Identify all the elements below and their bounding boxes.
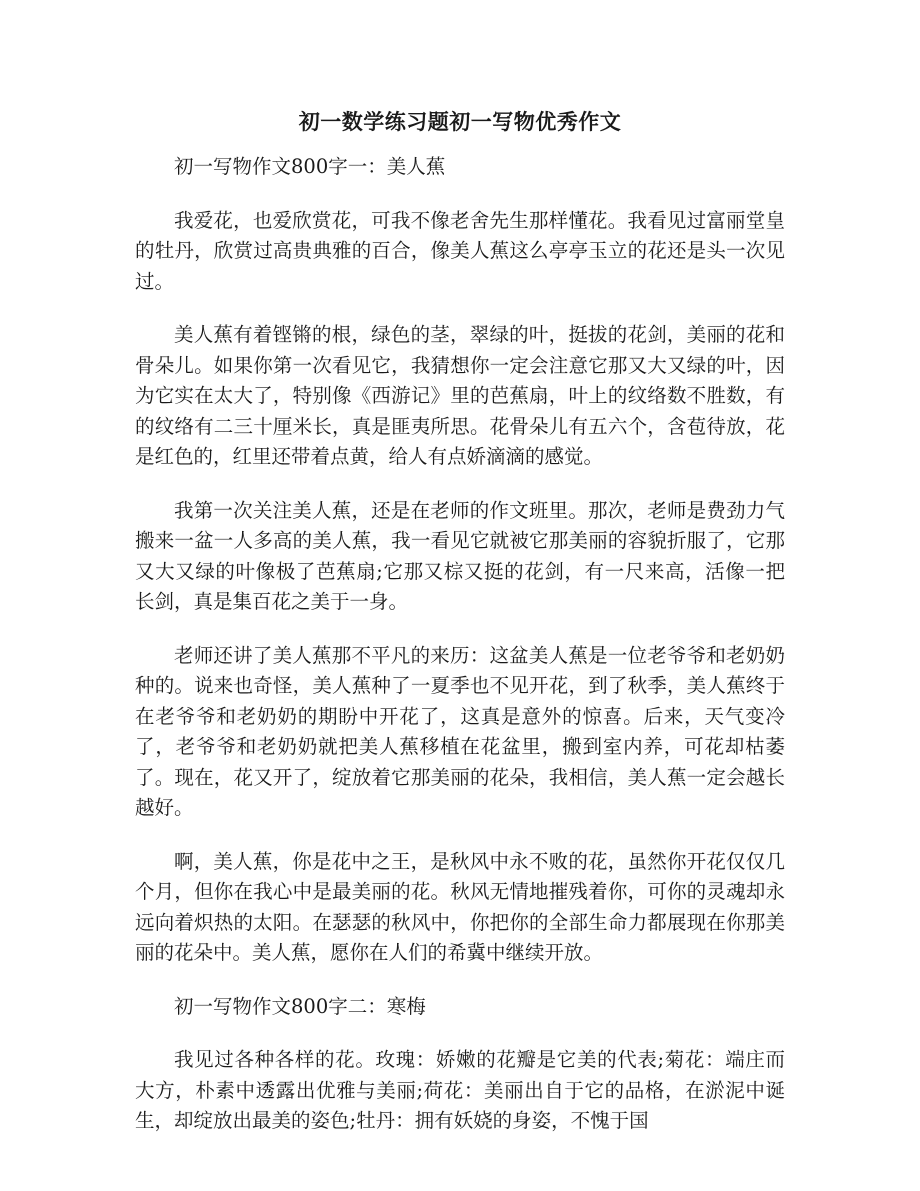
paragraph: 我见过各种各样的花。玫瑰：娇嫩的花瓣是它美的代表;菊花：端庄而大方，朴素中透露出优雅与美丽;荷花：美丽出自于它的品格，在淤泥中诞生，却绽放出最美的姿色;牡丹：拥有妖娆的身姿，不愧于国 bbox=[135, 1048, 785, 1132]
paragraph: 老师还讲了美人蕉那不平凡的来历：这盆美人蕉是一位老爷爷和老奶奶种的。说来也奇怪，美人蕉种了一夏季也不见开花，到了秋季，美人蕉终于在老爷爷和老奶奶的期盼中开花了，这真是意外的惊喜。后来，天气变冷了，老爷爷和老奶奶就把美人蕉移植在花盆里，搬到室内养，可花却枯萎了。现在，花又开了，绽放着它那美丽的花朵，我相信，美人蕉一定会越长越好。 bbox=[135, 643, 785, 819]
document-body bbox=[135, 152, 785, 1160]
section-heading-1: 初一写物作文800字一：美人蕉 bbox=[174, 155, 446, 178]
paragraph: 啊，美人蕉，你是花中之王，是秋风中永不败的花，虽然你开花仅仅几个月，但你在我心中是最美丽的花。秋风无情地摧残着你，可你的灵魂却永远向着炽热的太阳。在瑟瑟的秋风中，你把你的全部生命力都展现在你那美丽的花朵中。美人蕉，愿你在人们的希冀中继续开放。 bbox=[135, 849, 785, 964]
paragraph: 我第一次关注美人蕉，还是在老师的作文班里。那次，老师是费劲力气搬来一盆一人多高的美人蕉，我一看见它就被它那美丽的容貌折服了，它那又大又绿的叶像极了芭蕉扇;它那又棕又挺的花剑，有一尺来高，活像一把长剑，真是集百花之美于一身。 bbox=[135, 498, 785, 613]
paragraph: 美人蕉有着铿锵的根，绿色的茎，翠绿的叶，挺拔的花剑，美丽的花和骨朵儿。如果你第一次看见它，我猜想你一定会注意它那又大又绿的叶，因为它实在太大了，特别像《西游记》里的芭蕉扇，叶上的纹络数不胜数，有的纹络有二三十厘米长，真是匪夷所思。花骨朵儿有五六个，含苞待放，花是红色的，红里还带着点黄，给人有点娇滴滴的感觉。 bbox=[135, 323, 785, 468]
document-title: 初一数学练习题初一写物优秀作文 bbox=[298, 109, 622, 134]
paragraph: 我爱花，也爱欣赏花，可我不像老舍先生那样懂花。我看见过富丽堂皇的牡丹，欣赏过高贵典雅的百合，像美人蕉这么亭亭玉立的花还是头一次见过。 bbox=[135, 208, 785, 293]
section-heading-2: 初一写物作文800字二：寒梅 bbox=[174, 994, 426, 1018]
